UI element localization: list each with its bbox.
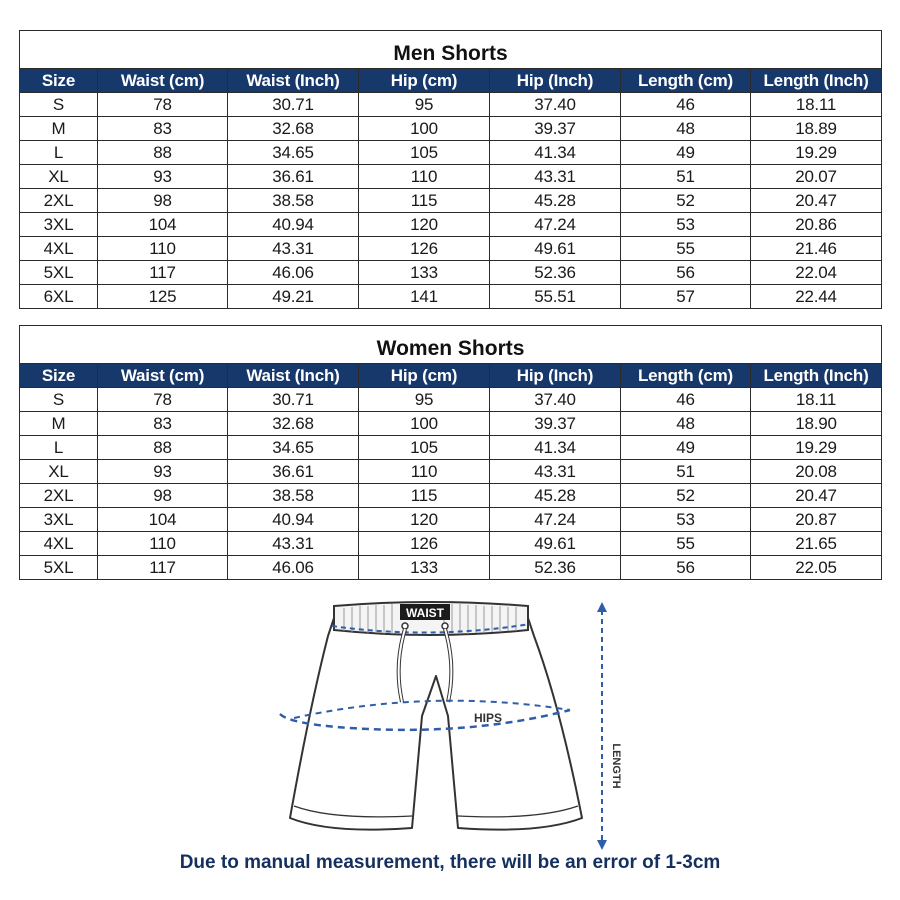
hips-label: HIPS bbox=[473, 711, 503, 725]
size-cell: 5XL bbox=[20, 261, 98, 285]
men-col-header: Hip (Inch) bbox=[490, 69, 621, 93]
size-cell: 3XL bbox=[20, 213, 98, 237]
table-row bbox=[20, 412, 882, 436]
value-cell: 52 bbox=[621, 189, 751, 213]
value-cell: 93 bbox=[98, 165, 228, 189]
table-row bbox=[20, 508, 882, 532]
women-col-header: Length (Inch) bbox=[751, 364, 882, 388]
value-cell: 117 bbox=[98, 556, 228, 580]
value-cell: 120 bbox=[359, 508, 490, 532]
value-cell: 46.06 bbox=[228, 556, 359, 580]
men-size-table bbox=[19, 30, 882, 309]
size-cell: M bbox=[20, 412, 98, 436]
size-cell: S bbox=[20, 388, 98, 412]
value-cell: 83 bbox=[98, 412, 228, 436]
value-cell: 41.34 bbox=[490, 436, 621, 460]
left-eyelet bbox=[402, 623, 408, 629]
value-cell: 38.58 bbox=[228, 484, 359, 508]
value-cell: 49.21 bbox=[228, 285, 359, 309]
value-cell: 22.44 bbox=[751, 285, 882, 309]
women-table-title: Women Shorts bbox=[20, 326, 882, 364]
value-cell: 49 bbox=[621, 436, 751, 460]
value-cell: 47.24 bbox=[490, 213, 621, 237]
value-cell: 55 bbox=[621, 532, 751, 556]
value-cell: 20.87 bbox=[751, 508, 882, 532]
value-cell: 56 bbox=[621, 261, 751, 285]
table-row bbox=[20, 213, 882, 237]
size-cell: S bbox=[20, 93, 98, 117]
size-cell: L bbox=[20, 141, 98, 165]
women-col-header: Length (cm) bbox=[621, 364, 751, 388]
value-cell: 57 bbox=[621, 285, 751, 309]
shorts-icon bbox=[270, 596, 630, 856]
value-cell: 37.40 bbox=[490, 388, 621, 412]
size-cell: XL bbox=[20, 460, 98, 484]
value-cell: 110 bbox=[98, 237, 228, 261]
length-label: LENGTH bbox=[610, 743, 622, 789]
value-cell: 52 bbox=[621, 484, 751, 508]
table-row bbox=[20, 285, 882, 309]
length-arrow-top-icon bbox=[597, 602, 607, 612]
value-cell: 83 bbox=[98, 117, 228, 141]
table-row bbox=[20, 237, 882, 261]
value-cell: 51 bbox=[621, 165, 751, 189]
value-cell: 88 bbox=[98, 141, 228, 165]
size-cell: 6XL bbox=[20, 285, 98, 309]
value-cell: 115 bbox=[359, 484, 490, 508]
value-cell: 49.61 bbox=[490, 532, 621, 556]
value-cell: 56 bbox=[621, 556, 751, 580]
measurement-note: Due to manual measurement, there will be an error of 1-3cm bbox=[179, 852, 721, 873]
value-cell: 120 bbox=[359, 213, 490, 237]
value-cell: 45.28 bbox=[490, 189, 621, 213]
table-row bbox=[20, 556, 882, 580]
value-cell: 133 bbox=[359, 556, 490, 580]
value-cell: 100 bbox=[359, 412, 490, 436]
value-cell: 88 bbox=[98, 436, 228, 460]
size-cell: XL bbox=[20, 165, 98, 189]
value-cell: 39.37 bbox=[490, 117, 621, 141]
women-col-header: Waist (Inch) bbox=[228, 364, 359, 388]
value-cell: 36.61 bbox=[228, 460, 359, 484]
waist-label: WAIST bbox=[406, 606, 444, 620]
value-cell: 32.68 bbox=[228, 117, 359, 141]
women-size-table bbox=[19, 325, 882, 580]
value-cell: 105 bbox=[359, 436, 490, 460]
size-cell: 5XL bbox=[20, 556, 98, 580]
value-cell: 55.51 bbox=[490, 285, 621, 309]
men-table-title: Men Shorts bbox=[20, 31, 882, 69]
value-cell: 37.40 bbox=[490, 93, 621, 117]
value-cell: 20.86 bbox=[751, 213, 882, 237]
value-cell: 43.31 bbox=[228, 237, 359, 261]
value-cell: 104 bbox=[98, 213, 228, 237]
women-header-row bbox=[20, 364, 882, 388]
men-col-header: Length (Inch) bbox=[751, 69, 882, 93]
measurement-diagram bbox=[270, 596, 630, 856]
value-cell: 93 bbox=[98, 460, 228, 484]
women-col-header: Hip (Inch) bbox=[490, 364, 621, 388]
value-cell: 47.24 bbox=[490, 508, 621, 532]
men-col-header: Length (cm) bbox=[621, 69, 751, 93]
size-cell: 4XL bbox=[20, 532, 98, 556]
size-cell: 4XL bbox=[20, 237, 98, 261]
value-cell: 115 bbox=[359, 189, 490, 213]
value-cell: 30.71 bbox=[228, 93, 359, 117]
size-cell: 3XL bbox=[20, 508, 98, 532]
value-cell: 32.68 bbox=[228, 412, 359, 436]
men-col-header: Waist (cm) bbox=[98, 69, 228, 93]
men-col-header: Hip (cm) bbox=[359, 69, 490, 93]
value-cell: 48 bbox=[621, 117, 751, 141]
value-cell: 46 bbox=[621, 388, 751, 412]
value-cell: 21.65 bbox=[751, 532, 882, 556]
value-cell: 55 bbox=[621, 237, 751, 261]
value-cell: 48 bbox=[621, 412, 751, 436]
size-cell: M bbox=[20, 117, 98, 141]
value-cell: 46 bbox=[621, 93, 751, 117]
value-cell: 100 bbox=[359, 117, 490, 141]
value-cell: 95 bbox=[359, 388, 490, 412]
value-cell: 49.61 bbox=[490, 237, 621, 261]
table-row bbox=[20, 460, 882, 484]
value-cell: 19.29 bbox=[751, 436, 882, 460]
value-cell: 22.05 bbox=[751, 556, 882, 580]
value-cell: 110 bbox=[359, 460, 490, 484]
men-size-chart bbox=[19, 30, 881, 309]
value-cell: 22.04 bbox=[751, 261, 882, 285]
table-row bbox=[20, 532, 882, 556]
women-table-body bbox=[20, 388, 882, 580]
value-cell: 95 bbox=[359, 93, 490, 117]
table-row bbox=[20, 93, 882, 117]
men-col-header: Size bbox=[20, 69, 98, 93]
women-size-chart bbox=[19, 325, 881, 580]
value-cell: 20.08 bbox=[751, 460, 882, 484]
value-cell: 18.89 bbox=[751, 117, 882, 141]
value-cell: 43.31 bbox=[228, 532, 359, 556]
value-cell: 38.58 bbox=[228, 189, 359, 213]
value-cell: 78 bbox=[98, 388, 228, 412]
value-cell: 20.47 bbox=[751, 189, 882, 213]
value-cell: 105 bbox=[359, 141, 490, 165]
value-cell: 40.94 bbox=[228, 508, 359, 532]
value-cell: 41.34 bbox=[490, 141, 621, 165]
value-cell: 52.36 bbox=[490, 261, 621, 285]
length-arrow-bottom-icon bbox=[597, 840, 607, 850]
value-cell: 126 bbox=[359, 532, 490, 556]
value-cell: 19.29 bbox=[751, 141, 882, 165]
value-cell: 43.31 bbox=[490, 165, 621, 189]
men-table-body bbox=[20, 93, 882, 309]
size-cell: 2XL bbox=[20, 484, 98, 508]
value-cell: 40.94 bbox=[228, 213, 359, 237]
women-col-header: Size bbox=[20, 364, 98, 388]
table-row bbox=[20, 165, 882, 189]
men-col-header: Waist (Inch) bbox=[228, 69, 359, 93]
value-cell: 20.47 bbox=[751, 484, 882, 508]
value-cell: 49 bbox=[621, 141, 751, 165]
value-cell: 126 bbox=[359, 237, 490, 261]
table-row bbox=[20, 141, 882, 165]
table-row bbox=[20, 261, 882, 285]
value-cell: 117 bbox=[98, 261, 228, 285]
shorts-outline bbox=[290, 618, 582, 830]
value-cell: 18.11 bbox=[751, 93, 882, 117]
value-cell: 30.71 bbox=[228, 388, 359, 412]
table-row bbox=[20, 436, 882, 460]
value-cell: 18.90 bbox=[751, 412, 882, 436]
women-col-header: Waist (cm) bbox=[98, 364, 228, 388]
table-row bbox=[20, 388, 882, 412]
value-cell: 53 bbox=[621, 508, 751, 532]
value-cell: 39.37 bbox=[490, 412, 621, 436]
value-cell: 110 bbox=[359, 165, 490, 189]
value-cell: 104 bbox=[98, 508, 228, 532]
value-cell: 34.65 bbox=[228, 436, 359, 460]
value-cell: 45.28 bbox=[490, 484, 621, 508]
value-cell: 141 bbox=[359, 285, 490, 309]
value-cell: 125 bbox=[98, 285, 228, 309]
value-cell: 34.65 bbox=[228, 141, 359, 165]
value-cell: 98 bbox=[98, 189, 228, 213]
value-cell: 43.31 bbox=[490, 460, 621, 484]
table-row bbox=[20, 484, 882, 508]
value-cell: 20.07 bbox=[751, 165, 882, 189]
value-cell: 21.46 bbox=[751, 237, 882, 261]
value-cell: 36.61 bbox=[228, 165, 359, 189]
value-cell: 110 bbox=[98, 532, 228, 556]
value-cell: 53 bbox=[621, 213, 751, 237]
value-cell: 46.06 bbox=[228, 261, 359, 285]
value-cell: 133 bbox=[359, 261, 490, 285]
men-header-row bbox=[20, 69, 882, 93]
value-cell: 51 bbox=[621, 460, 751, 484]
value-cell: 52.36 bbox=[490, 556, 621, 580]
table-row bbox=[20, 189, 882, 213]
table-row bbox=[20, 117, 882, 141]
value-cell: 78 bbox=[98, 93, 228, 117]
right-eyelet bbox=[442, 623, 448, 629]
value-cell: 18.11 bbox=[751, 388, 882, 412]
women-col-header: Hip (cm) bbox=[359, 364, 490, 388]
size-cell: 2XL bbox=[20, 189, 98, 213]
size-cell: L bbox=[20, 436, 98, 460]
value-cell: 98 bbox=[98, 484, 228, 508]
